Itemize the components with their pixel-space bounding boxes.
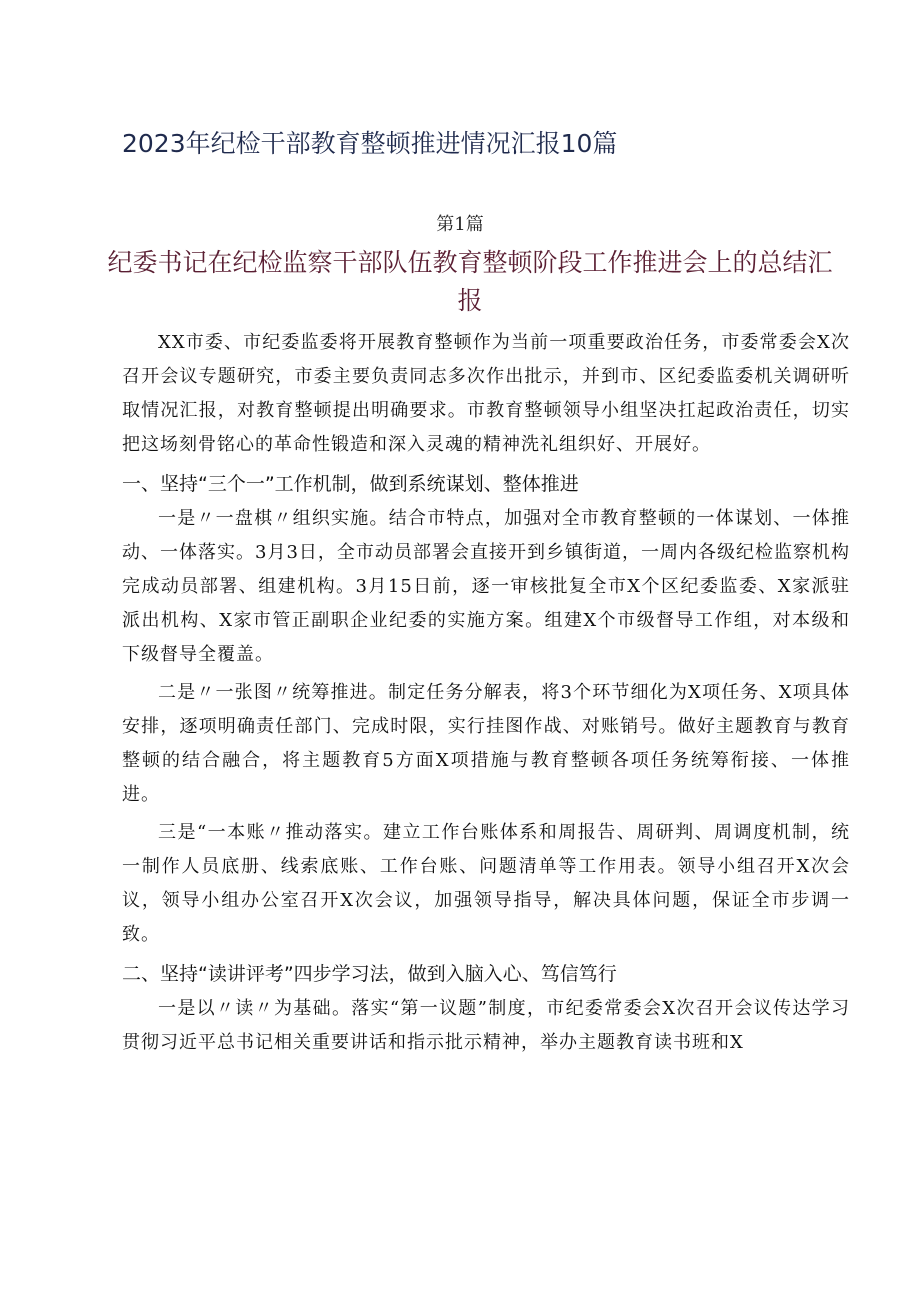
paragraph-1-3: 三是“一本账〃推动落实。建立工作台账体系和周报告、周研判、周调度机制，统一制作人员底册、线索底账、工作台账、问题清单等工作用表。领导小组召开X次会议，领导小组办公室召开X次会议，加强领导指导，解决具体问题，保证全市步调一致。 <box>122 822 850 945</box>
section-heading-1: 一、坚持“三个一”工作机制，做到系统谋划、整体推进 <box>122 473 579 495</box>
chapter-label: 第1篇 <box>436 214 484 235</box>
section-title: 纪委书记在纪检监察干部队伍教育整顿阶段工作推进会上的总结汇报 <box>107 248 833 315</box>
document-body <box>122 326 850 1060</box>
paragraph-2-1: 一是以〃读〃为基础。落实“第一议题”制度，市纪委常委会X次召开会议传达学习贯彻习近平总书记相关重要讲话和指示批示精神，举办主题教育读书班和X <box>122 998 850 1053</box>
intro-paragraph: XX市委、市纪委监委将开展教育整顿作为当前一项重要政治任务，市委常委会X次召开会议专题研究，市委主要负责同志多次作出批示，并到市、区纪委监委机关调研听取情况汇报，对教育整顿提出明确要求。市教育整顿领导小组坚决扛起政治责任，切实把这场刻骨铭心的革命性锻造和深入灵魂的精神洗礼组织好、开展好。 <box>122 332 850 455</box>
section-heading-2: 二、坚持“读讲评考”四步学习法，做到入脑入心、笃信笃行 <box>122 963 617 985</box>
paragraph-1-1: 一是〃一盘棋〃组织实施。结合市特点，加强对全市教育整顿的一体谋划、一体推动、一体落实。3月3日，全市动员部署会直接开到乡镇街道，一周内各级纪检监察机构完成动员部署、组建机构。3月15日前，逐一审核批复全市X个区纪委监委、X家派驻派出机构、X家市管正副职企业纪委的实施方案。组建X个市级督导工作组，对本级和下级督导全覆盖。 <box>122 508 850 665</box>
paragraph-1-2: 二是〃一张图〃统筹推进。制定任务分解表，将3个环节细化为X项任务、X项具体安排，逐项明确责任部门、完成时限，实行挂图作战、对账销号。做好主题教育与教育整顿的结合融合，将主题教育5方面X项措施与教育整顿各项任务统筹衔接、一体推进。 <box>122 682 850 805</box>
document-title: 2023年纪检干部教育整顿推进情况汇报10篇 <box>122 129 618 158</box>
